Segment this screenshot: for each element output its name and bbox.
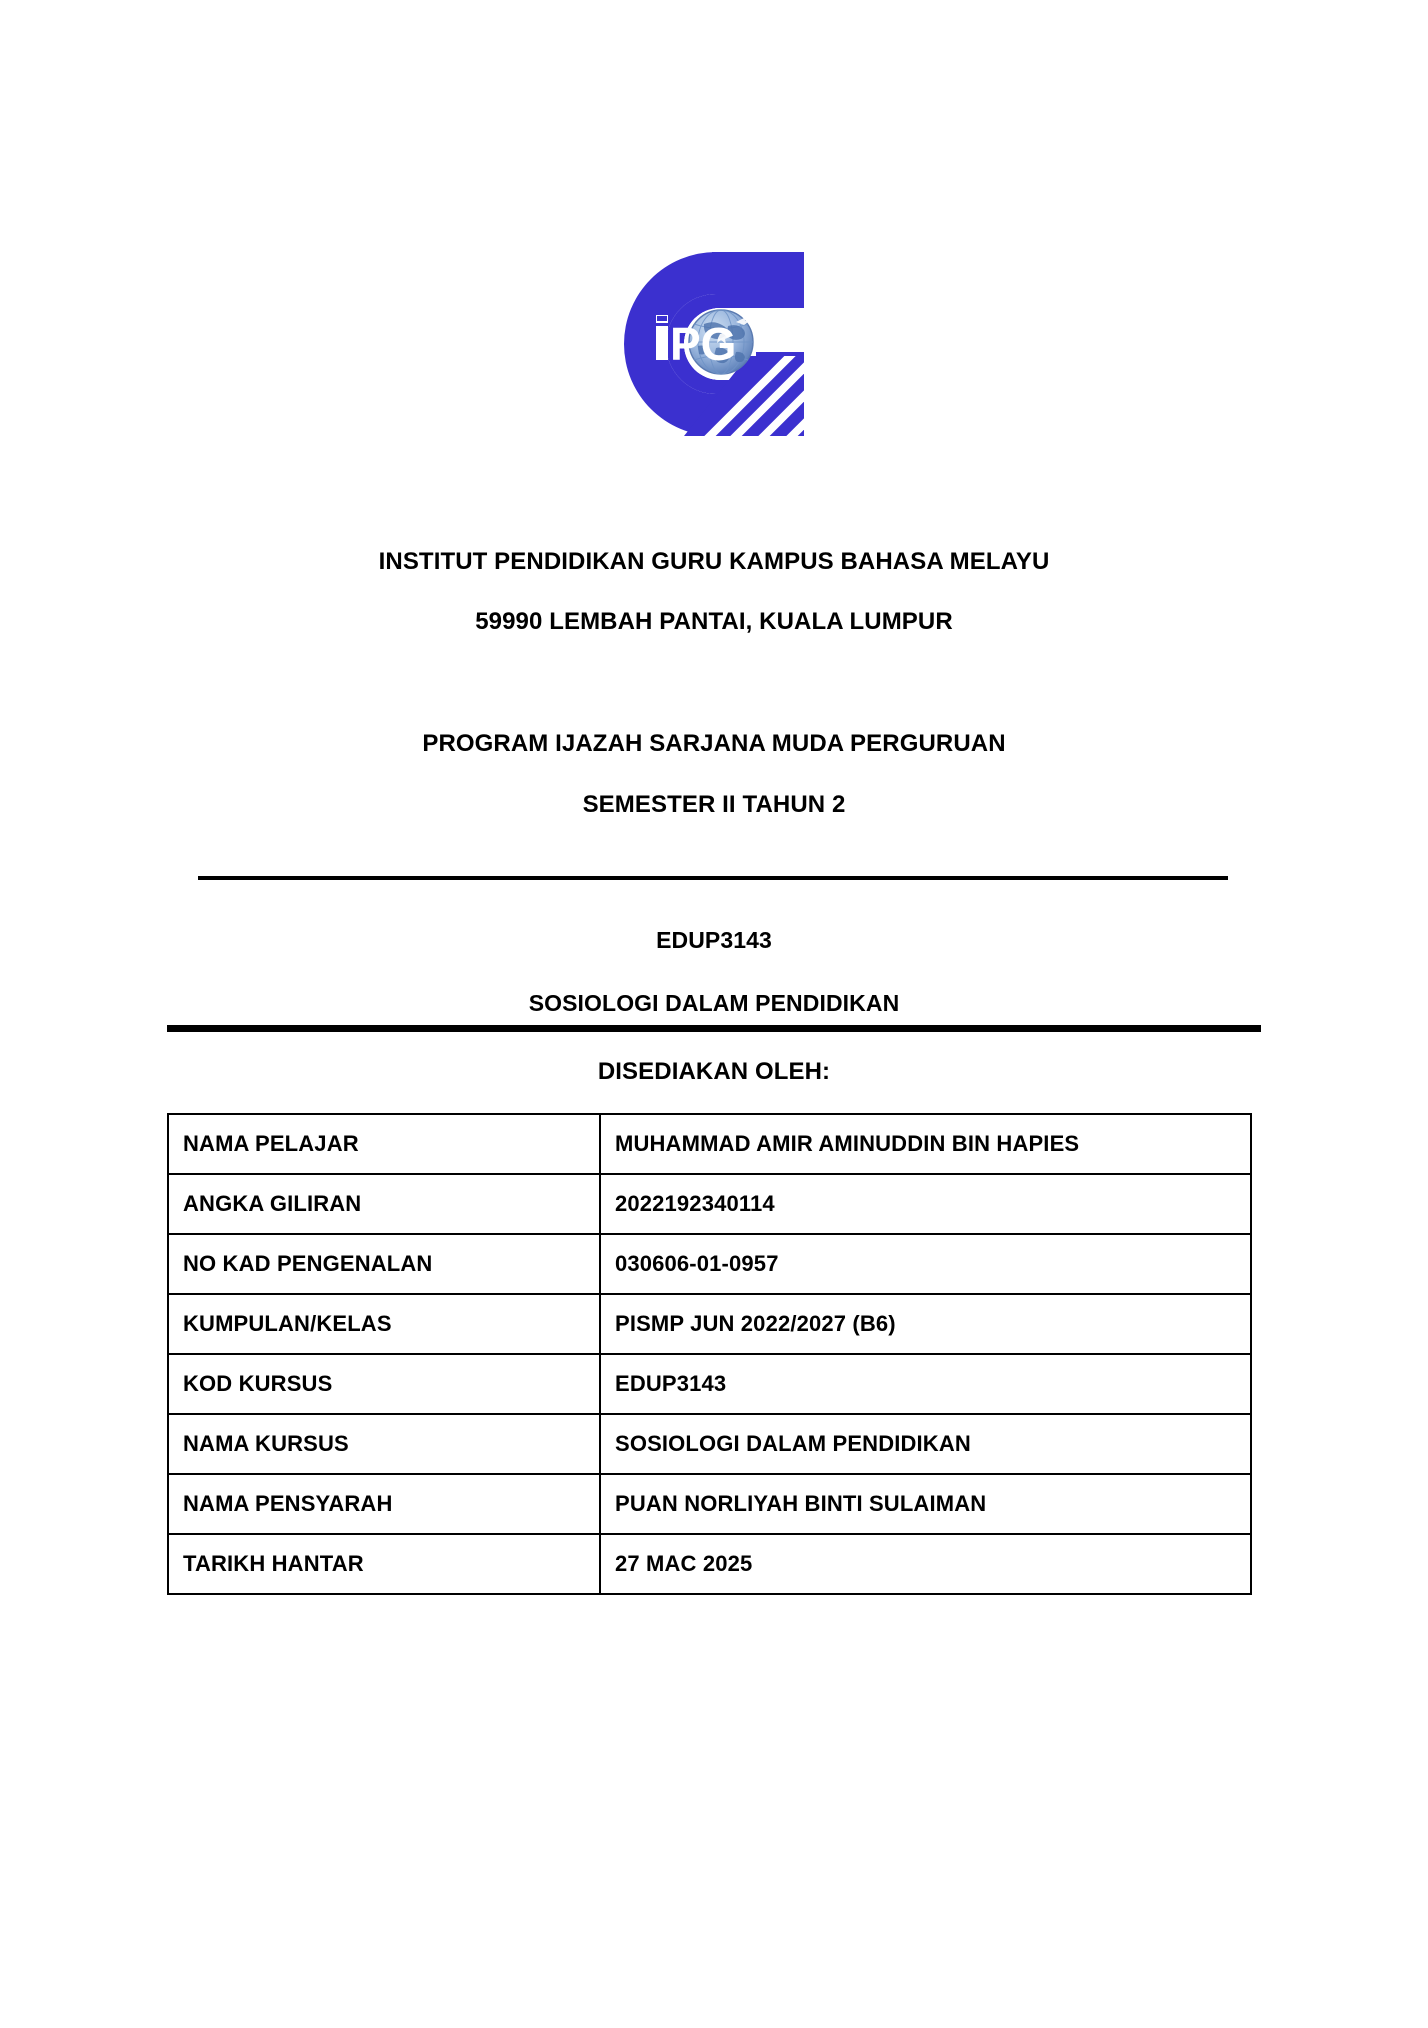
- divider-top: [198, 876, 1228, 880]
- row-value: MUHAMMAD AMIR AMINUDDIN BIN HAPIES: [600, 1114, 1251, 1174]
- student-info-table: [167, 1113, 1252, 1595]
- ipg-logo-icon: [624, 252, 804, 436]
- row-label: KOD KURSUS: [168, 1354, 600, 1414]
- row-value: 27 MAC 2025: [600, 1534, 1251, 1594]
- row-value: PISMP JUN 2022/2027 (B6): [600, 1294, 1251, 1354]
- course-title: SOSIOLOGI DALAM PENDIDIKAN: [528, 990, 900, 1016]
- table-row: [168, 1294, 1251, 1354]
- course-code: EDUP3143: [656, 927, 772, 953]
- prepared-by-label: DISEDIAKAN OLEH:: [597, 1058, 831, 1085]
- row-value: EDUP3143: [600, 1354, 1251, 1414]
- logo-container: [0, 252, 1428, 436]
- table-row: [168, 1174, 1251, 1234]
- row-label: ANGKA GILIRAN: [168, 1174, 600, 1234]
- table-row: [168, 1114, 1251, 1174]
- row-label: TARIKH HANTAR: [168, 1534, 600, 1594]
- table-body: [168, 1114, 1251, 1594]
- table-row: [168, 1474, 1251, 1534]
- divider-bottom: [167, 1025, 1261, 1032]
- row-value: SOSIOLOGI DALAM PENDIDIKAN: [600, 1414, 1251, 1474]
- program-name: PROGRAM IJAZAH SARJANA MUDA PERGURUAN: [422, 730, 1006, 757]
- institution-address: 59990 LEMBAH PANTAI, KUALA LUMPUR: [475, 608, 953, 635]
- row-label: NO KAD PENGENALAN: [168, 1234, 600, 1294]
- row-value: 030606-01-0957: [600, 1234, 1251, 1294]
- svg-text:PG: PG: [670, 318, 737, 370]
- row-label: NAMA PENSYARAH: [168, 1474, 600, 1534]
- row-label: NAMA PELAJAR: [168, 1114, 600, 1174]
- table-row: [168, 1354, 1251, 1414]
- program-semester: SEMESTER II TAHUN 2: [582, 791, 846, 818]
- institution-name: INSTITUT PENDIDIKAN GURU KAMPUS BAHASA MELAYU: [378, 548, 1050, 575]
- row-label: NAMA KURSUS: [168, 1414, 600, 1474]
- table-row: [168, 1534, 1251, 1594]
- row-value: PUAN NORLIYAH BINTI SULAIMAN: [600, 1474, 1251, 1534]
- row-label: KUMPULAN/KELAS: [168, 1294, 600, 1354]
- row-value: 2022192340114: [600, 1174, 1251, 1234]
- table-row: [168, 1234, 1251, 1294]
- table-row: [168, 1414, 1251, 1474]
